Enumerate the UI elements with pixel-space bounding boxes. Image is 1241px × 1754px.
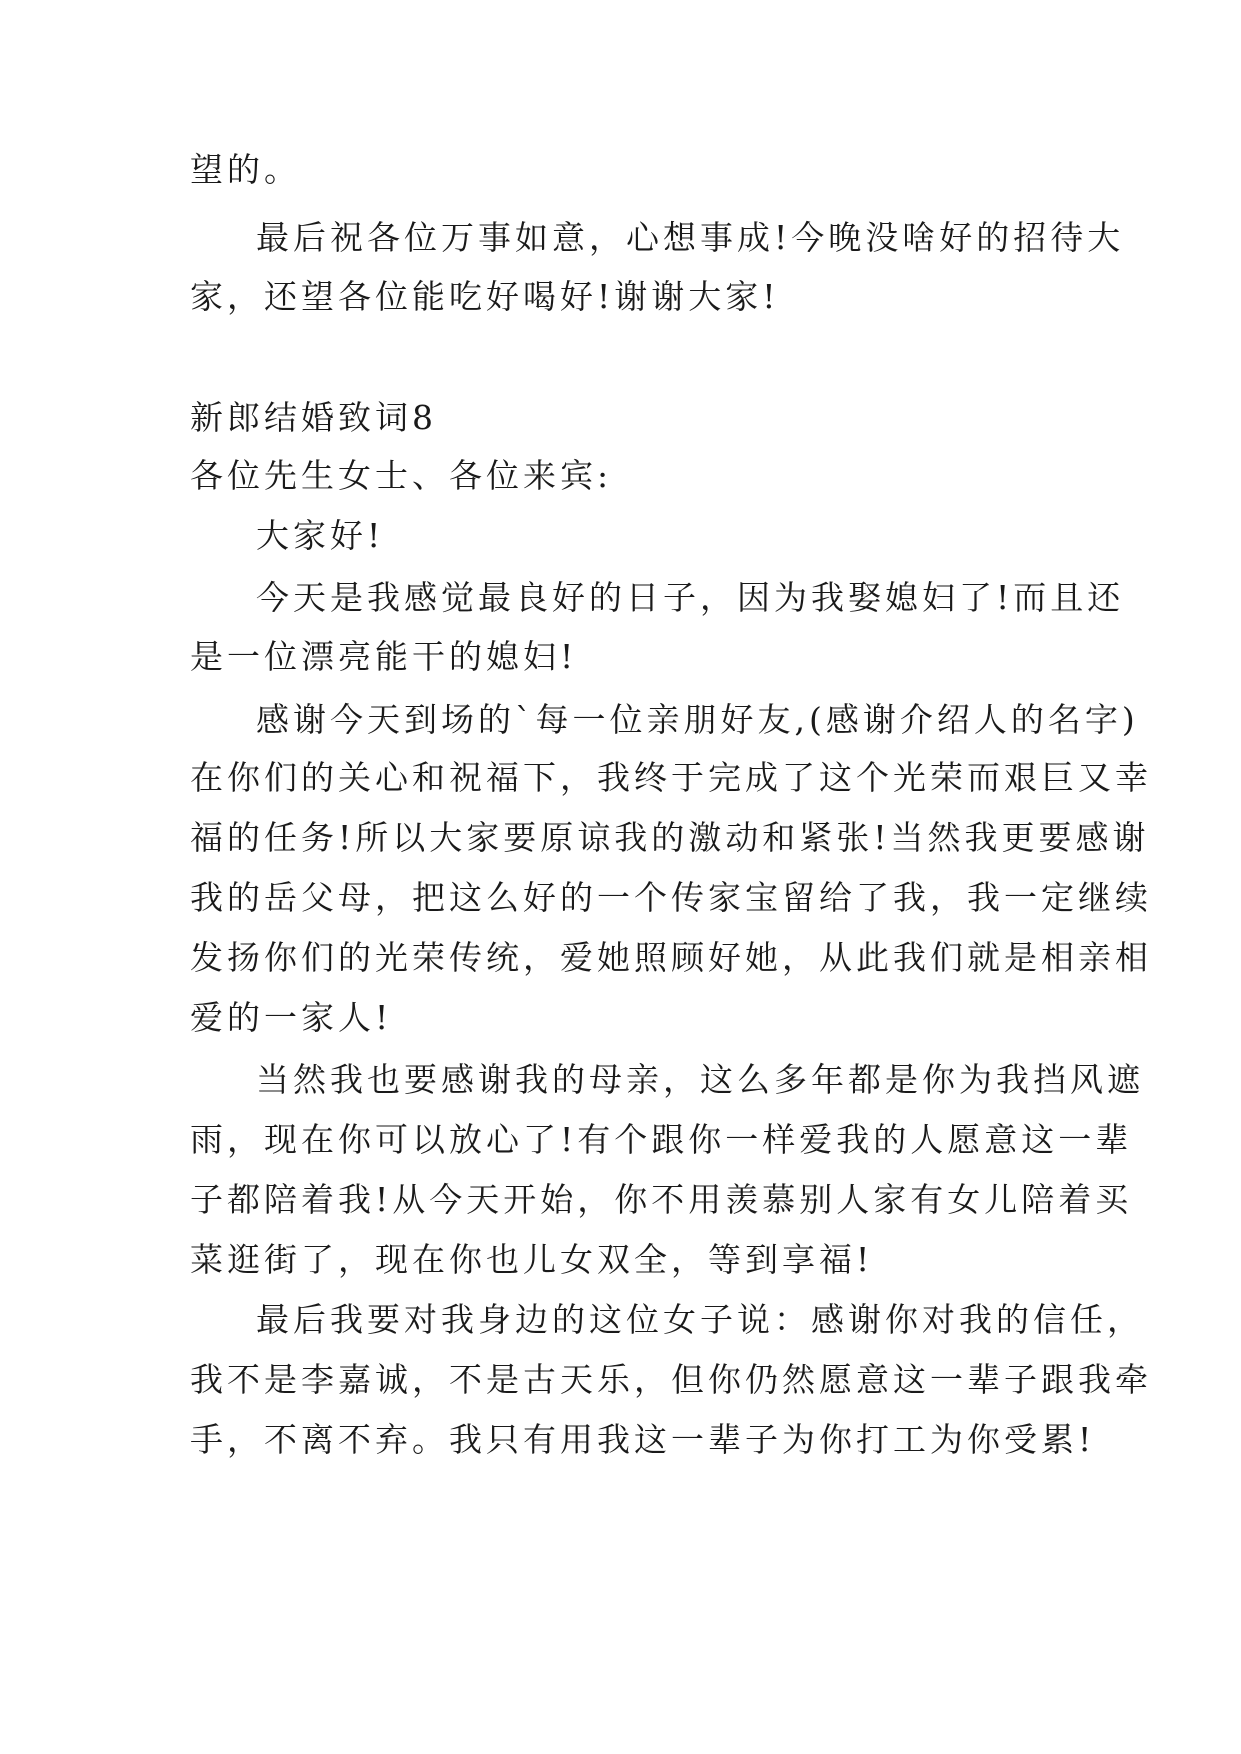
paragraph-text-line: 今天是我感觉最良好的日子，因为我娶媳妇了!而且还 [256,578,1125,617]
paragraph-text-line: 我不是李嘉诚，不是古天乐，但你仍然愿意这一辈子跟我牵 [190,1360,1152,1399]
paragraph-text-line: 子都陪着我!从今天开始，你不用羡慕别人家有女儿陪着买 [190,1180,1133,1219]
paragraph-text-line: 福的任务!所以大家要原谅我的激动和紧张!当然我更要感谢 [190,818,1150,857]
paragraph-text-line: 是一位漂亮能干的媳妇! [190,637,578,676]
paragraph-text-line: 雨，现在你可以放心了!有个跟你一样爱我的人愿意这一辈 [190,1120,1133,1159]
section-heading: 新郎结婚致词8 [190,398,437,437]
salutation-line: 各位先生女士、各位来宾: [190,456,613,495]
paragraph-text-line: 最后祝各位万事如意，心想事成!今晚没啥好的招待大 [256,218,1125,257]
paragraph-text-line: 当然我也要感谢我的母亲，这么多年都是你为我挡风遮 [256,1060,1144,1099]
paragraph-text-line: 我的岳父母，把这么好的一个传家宝留给了我，我一定继续 [190,878,1152,917]
paragraph-text-line: 爱的一家人! [190,998,393,1037]
paragraph-text-line: 菜逛街了，现在你也儿女双全，等到享福! [190,1240,874,1279]
paragraph-text-line: 感谢今天到场的`每一位亲朋好友,(感谢介绍人的名字) [256,700,1139,739]
paragraph-text-line: 发扬你们的光荣传统，爱她照顾好她，从此我们就是相亲相 [190,938,1152,977]
paragraph-text-line: 最后我要对我身边的这位女子说：感谢你对我的信任， [256,1300,1144,1339]
paragraph-text-line: 手，不离不弃。我只有用我这一辈子为你打工为你受累! [190,1420,1096,1459]
paragraph-text-line: 家，还望各位能吃好喝好!谢谢大家! [190,277,780,316]
paragraph-text-line: 望的。 [190,150,301,189]
paragraph-text-line: 在你们的关心和祝福下，我终于完成了这个光荣而艰巨又幸 [190,758,1152,797]
greeting-line: 大家好! [256,516,385,555]
